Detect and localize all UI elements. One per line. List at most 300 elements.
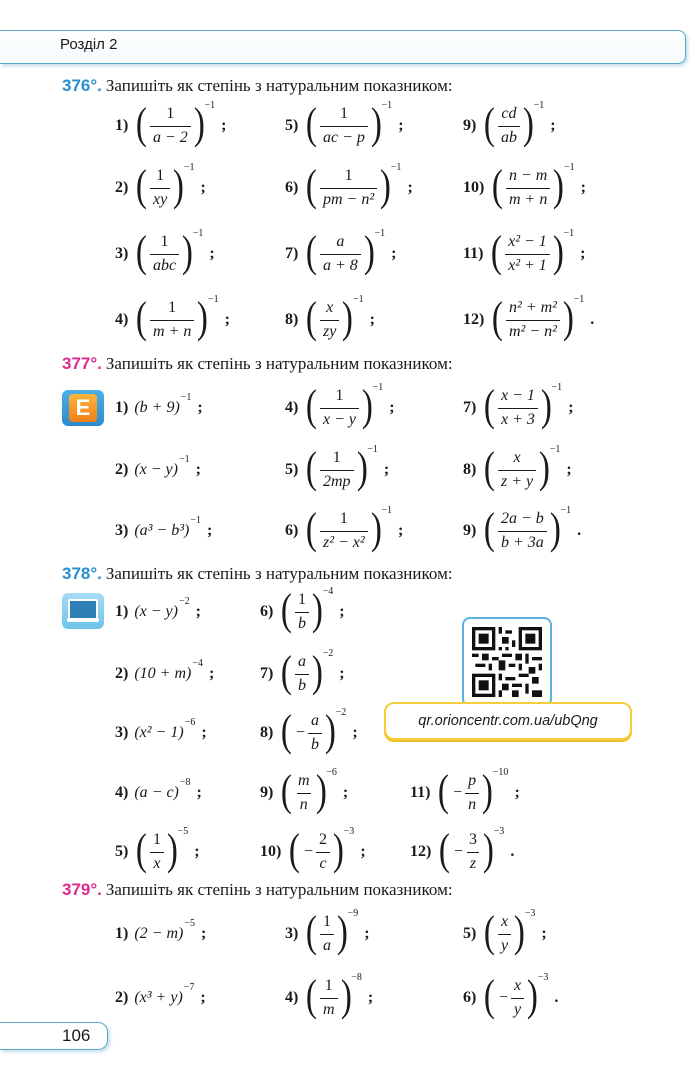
item-label: 2) bbox=[115, 665, 129, 682]
fraction bbox=[320, 233, 361, 275]
exercise-item bbox=[285, 381, 395, 430]
punctuation: ; bbox=[364, 925, 370, 942]
punctuation: ; bbox=[197, 399, 203, 416]
item-expression: (a³ − b³) bbox=[134, 522, 190, 539]
numerator: 1 bbox=[344, 167, 353, 185]
exponent: −4 bbox=[322, 586, 334, 597]
right-paren: ) bbox=[181, 227, 193, 276]
left-paren: ( bbox=[306, 227, 318, 276]
denominator: b bbox=[295, 612, 309, 633]
exponent: −3 bbox=[524, 908, 536, 919]
punctuation: . bbox=[590, 311, 595, 328]
exponent: −9 bbox=[347, 908, 359, 919]
right-paren: ) bbox=[356, 443, 368, 492]
exercise-item bbox=[285, 971, 374, 1020]
exponent: −1 bbox=[563, 228, 575, 239]
item-expression: (2 − m) bbox=[134, 925, 184, 942]
left-paren: ( bbox=[306, 443, 318, 492]
item-label: 1) bbox=[115, 925, 129, 942]
denominator: m² − n² bbox=[506, 320, 560, 341]
fraction bbox=[150, 167, 170, 209]
denominator: ac − p bbox=[320, 126, 368, 147]
left-paren: ( bbox=[281, 585, 293, 634]
numerator: x bbox=[326, 299, 334, 317]
punctuation: ; bbox=[580, 179, 586, 196]
left-paren: ( bbox=[484, 907, 496, 956]
left-paren: ( bbox=[289, 825, 301, 874]
e-badge-letter: E bbox=[69, 394, 97, 422]
exercise-instruction: Запишіть як степінь з натуральним показником: bbox=[105, 880, 453, 899]
right-paren: ) bbox=[311, 647, 323, 696]
fraction bbox=[320, 387, 359, 429]
exercise-item bbox=[463, 443, 572, 492]
denominator: b + 3a bbox=[498, 531, 547, 552]
exponent: −4 bbox=[192, 658, 203, 669]
exponent: −3 bbox=[343, 826, 355, 837]
exercise-item bbox=[285, 907, 370, 956]
right-paren: ) bbox=[332, 825, 344, 874]
fraction bbox=[295, 653, 309, 695]
punctuation: ; bbox=[407, 179, 413, 196]
left-paren: ( bbox=[484, 443, 496, 492]
punctuation: ; bbox=[194, 843, 200, 860]
fraction bbox=[506, 167, 550, 209]
right-paren: ) bbox=[481, 766, 493, 815]
exponent: −6 bbox=[326, 767, 337, 778]
denominator: n bbox=[465, 793, 479, 814]
exercise-item bbox=[463, 381, 574, 430]
punctuation: ; bbox=[339, 603, 345, 620]
left-paren: ( bbox=[281, 766, 293, 815]
exercise-item bbox=[115, 448, 201, 492]
qr-code-icon[interactable] bbox=[462, 617, 552, 707]
denominator: x bbox=[150, 852, 163, 873]
punctuation: ; bbox=[224, 311, 230, 328]
item-expression: (a − c) bbox=[134, 784, 179, 801]
exercise-item bbox=[285, 227, 397, 276]
item-label: 12) bbox=[410, 843, 432, 860]
exercise-item bbox=[115, 652, 214, 696]
item-label: 4) bbox=[115, 784, 129, 801]
punctuation: ; bbox=[389, 399, 395, 416]
right-paren: ) bbox=[363, 227, 375, 276]
computer-icon bbox=[62, 593, 104, 629]
exercise-item bbox=[115, 825, 200, 874]
item-expression: (x³ + y) bbox=[134, 989, 183, 1006]
numerator: 1 bbox=[324, 977, 333, 995]
item-label: 4) bbox=[285, 399, 299, 416]
denominator: m + n bbox=[150, 320, 194, 341]
item-label: 3) bbox=[115, 522, 129, 539]
denominator: y bbox=[498, 934, 511, 955]
item-label: 8) bbox=[285, 311, 299, 328]
exercise-item bbox=[463, 907, 547, 956]
item-label: 6) bbox=[285, 179, 299, 196]
punctuation: ; bbox=[195, 603, 201, 620]
fraction bbox=[316, 831, 330, 873]
exponent: −1 bbox=[208, 294, 219, 305]
left-paren: ( bbox=[306, 381, 318, 430]
right-paren: ) bbox=[370, 504, 382, 553]
denominator: abc bbox=[150, 254, 179, 275]
left-paren: ( bbox=[306, 971, 318, 1020]
item-label: 10) bbox=[260, 843, 282, 860]
denominator: y bbox=[511, 998, 524, 1019]
numerator: x bbox=[513, 449, 521, 467]
punctuation: ; bbox=[221, 117, 227, 134]
item-label: 10) bbox=[463, 179, 485, 196]
fraction bbox=[150, 299, 194, 341]
left-paren: ( bbox=[306, 161, 318, 210]
item-expression: (b + 9) bbox=[134, 399, 180, 416]
punctuation: . bbox=[510, 843, 515, 860]
fraction bbox=[498, 105, 520, 147]
item-label: 3) bbox=[115, 724, 129, 741]
right-paren: ) bbox=[379, 161, 391, 210]
punctuation: ; bbox=[209, 245, 215, 262]
denominator: zy bbox=[320, 320, 339, 341]
numerator: 1 bbox=[152, 831, 161, 849]
numerator: 1 bbox=[166, 105, 175, 123]
numerator: 3 bbox=[469, 831, 478, 849]
left-paren: ( bbox=[136, 99, 148, 148]
exponent: −1 bbox=[180, 392, 192, 403]
denominator: pm − n² bbox=[320, 188, 377, 209]
fraction bbox=[150, 831, 164, 873]
exercise-378-heading bbox=[62, 564, 453, 584]
exponent: −1 bbox=[352, 294, 364, 305]
exponent: −2 bbox=[335, 707, 347, 718]
punctuation: ; bbox=[207, 522, 213, 539]
exercise-item bbox=[285, 161, 413, 210]
item-label: 8) bbox=[260, 724, 274, 741]
fraction bbox=[308, 712, 322, 754]
minus-sign: − bbox=[303, 843, 314, 860]
punctuation: ; bbox=[398, 522, 404, 539]
numerator: 1 bbox=[322, 913, 331, 931]
numerator: 1 bbox=[168, 299, 177, 317]
numerator: 1 bbox=[160, 233, 169, 251]
exercise-item bbox=[115, 590, 201, 634]
exercise-item bbox=[260, 647, 345, 696]
numerator: x − 1 bbox=[500, 387, 535, 405]
item-label: 1) bbox=[115, 603, 129, 620]
left-paren: ( bbox=[306, 99, 318, 148]
denominator: z bbox=[467, 852, 479, 873]
exponent: −1 bbox=[178, 454, 190, 465]
fraction bbox=[295, 772, 313, 814]
left-paren: ( bbox=[492, 293, 504, 342]
exercise-376-heading bbox=[62, 76, 453, 96]
left-paren: ( bbox=[136, 227, 148, 276]
item-label: 11) bbox=[463, 245, 484, 262]
left-paren: ( bbox=[136, 825, 148, 874]
minus-sign: − bbox=[453, 843, 464, 860]
denominator: ab bbox=[498, 126, 520, 147]
right-paren: ) bbox=[193, 99, 205, 148]
fraction bbox=[498, 449, 536, 491]
exponent: −1 bbox=[192, 228, 204, 239]
punctuation: ; bbox=[339, 665, 345, 682]
exercise-number: 377°. bbox=[62, 354, 102, 373]
exercise-item bbox=[115, 99, 227, 148]
exercise-item bbox=[115, 509, 212, 553]
right-paren: ) bbox=[340, 971, 352, 1020]
exercise-item bbox=[463, 504, 582, 553]
exercise-item bbox=[115, 771, 202, 815]
exercise-item bbox=[285, 443, 390, 492]
exponent: −1 bbox=[381, 505, 392, 516]
item-label: 4) bbox=[285, 989, 299, 1006]
fraction bbox=[506, 299, 560, 341]
right-paren: ) bbox=[370, 99, 382, 148]
fraction bbox=[498, 913, 511, 955]
exponent: −1 bbox=[190, 515, 202, 526]
right-paren: ) bbox=[538, 443, 550, 492]
denominator: b bbox=[295, 674, 309, 695]
item-label: 5) bbox=[463, 925, 477, 942]
fraction bbox=[465, 772, 479, 814]
fraction bbox=[320, 299, 339, 341]
fraction bbox=[320, 449, 354, 491]
item-label: 2) bbox=[115, 461, 129, 478]
right-paren: ) bbox=[342, 293, 354, 342]
exponent: −1 bbox=[374, 228, 386, 239]
exercise-item bbox=[115, 912, 206, 956]
exercise-item bbox=[115, 711, 207, 755]
punctuation: ; bbox=[367, 989, 374, 1006]
right-paren: ) bbox=[513, 907, 525, 956]
exercise-377-heading bbox=[62, 354, 453, 374]
item-label: 2) bbox=[115, 989, 129, 1006]
exponent: −6 bbox=[184, 717, 196, 728]
exercise-instruction: Запишіть як степінь з натуральним показником: bbox=[105, 76, 453, 95]
item-label: 7) bbox=[285, 245, 299, 262]
item-label: 6) bbox=[260, 603, 274, 620]
item-label: 3) bbox=[115, 245, 129, 262]
left-paren: ( bbox=[306, 504, 318, 553]
denominator: m + n bbox=[506, 188, 550, 209]
denominator: b bbox=[308, 733, 322, 754]
exponent: −8 bbox=[179, 777, 191, 788]
numerator: 1 bbox=[156, 167, 165, 185]
punctuation: ; bbox=[201, 724, 207, 741]
section-title: Розділ 2 bbox=[60, 36, 118, 53]
left-paren: ( bbox=[439, 825, 451, 874]
exponent: −1 bbox=[390, 162, 402, 173]
punctuation: . bbox=[577, 522, 582, 539]
item-expression: (x − y) bbox=[134, 603, 178, 620]
right-paren: ) bbox=[311, 585, 323, 634]
right-paren: ) bbox=[526, 971, 538, 1020]
punctuation: ; bbox=[200, 925, 207, 942]
left-paren: ( bbox=[492, 161, 504, 210]
page-number: 106 bbox=[0, 1022, 108, 1050]
numerator: x² − 1 bbox=[508, 233, 547, 251]
exercise-item bbox=[463, 293, 595, 342]
punctuation: ; bbox=[342, 784, 349, 801]
exponent: −1 bbox=[381, 100, 393, 111]
right-paren: ) bbox=[361, 381, 373, 430]
exercise-instruction: Запишіть як степінь з натуральним показником: bbox=[105, 564, 453, 583]
exponent: −2 bbox=[322, 648, 334, 659]
fraction bbox=[498, 387, 538, 429]
right-paren: ) bbox=[549, 504, 561, 553]
item-label: 5) bbox=[115, 843, 129, 860]
right-paren: ) bbox=[522, 99, 534, 148]
punctuation: ; bbox=[200, 179, 206, 196]
denominator: 2mp bbox=[320, 470, 354, 491]
exponent: −3 bbox=[537, 972, 549, 983]
e-badge-icon bbox=[62, 390, 104, 426]
denominator: a + 8 bbox=[320, 254, 361, 275]
right-paren: ) bbox=[315, 766, 327, 815]
exponent: −1 bbox=[551, 382, 563, 393]
exercise-item bbox=[285, 293, 375, 342]
numerator: p bbox=[468, 772, 477, 790]
punctuation: ; bbox=[398, 117, 404, 134]
numerator: 1 bbox=[339, 510, 348, 528]
exponent: −1 bbox=[573, 294, 585, 305]
fraction bbox=[505, 233, 550, 275]
right-paren: ) bbox=[540, 381, 552, 430]
item-label: 2) bbox=[115, 179, 129, 196]
fraction bbox=[320, 913, 334, 955]
denominator: a bbox=[320, 934, 334, 955]
exponent: −5 bbox=[177, 826, 189, 837]
numerator: n² + m² bbox=[508, 299, 557, 317]
exercise-instruction: Запишіть як степінь з натуральним показником: bbox=[105, 354, 453, 373]
exercise-379-heading bbox=[62, 880, 453, 900]
exercise-item bbox=[260, 706, 358, 755]
exercise-number: 376°. bbox=[62, 76, 102, 95]
punctuation: . bbox=[554, 989, 559, 1006]
exponent: −10 bbox=[492, 767, 509, 778]
left-paren: ( bbox=[136, 161, 148, 210]
minus-sign: − bbox=[295, 724, 306, 741]
punctuation: ; bbox=[369, 311, 375, 328]
item-label: 8) bbox=[463, 461, 477, 478]
item-label: 11) bbox=[410, 784, 431, 801]
left-paren: ( bbox=[306, 907, 318, 956]
punctuation: ; bbox=[514, 784, 520, 801]
exercise-item bbox=[285, 99, 404, 148]
exercise-item bbox=[115, 386, 203, 430]
numerator: 1 bbox=[332, 449, 341, 467]
right-paren: ) bbox=[482, 825, 494, 874]
exercise-item bbox=[115, 161, 206, 210]
item-label: 7) bbox=[463, 399, 477, 416]
denominator: x + 3 bbox=[498, 408, 538, 429]
punctuation: ; bbox=[550, 117, 556, 134]
item-label: 5) bbox=[285, 461, 299, 478]
qr-link[interactable]: qr.orioncentr.com.ua/ubQng bbox=[384, 702, 632, 740]
item-label: 1) bbox=[115, 117, 129, 134]
right-paren: ) bbox=[166, 825, 178, 874]
right-paren: ) bbox=[553, 161, 565, 210]
right-paren: ) bbox=[336, 907, 348, 956]
left-paren: ( bbox=[136, 293, 148, 342]
denominator: m bbox=[320, 998, 338, 1019]
item-label: 5) bbox=[285, 117, 299, 134]
exercise-item bbox=[115, 976, 206, 1020]
item-label: 1) bbox=[115, 399, 129, 416]
punctuation: ; bbox=[568, 399, 574, 416]
punctuation: ; bbox=[360, 843, 366, 860]
item-label: 6) bbox=[463, 989, 477, 1006]
minus-sign: − bbox=[498, 989, 509, 1006]
exponent: −1 bbox=[549, 444, 561, 455]
exercise-item bbox=[463, 99, 556, 148]
exponent: −2 bbox=[178, 596, 190, 607]
exercise-item bbox=[115, 293, 230, 342]
exponent: −1 bbox=[564, 162, 575, 173]
numerator: m bbox=[297, 772, 310, 790]
punctuation: ; bbox=[541, 925, 547, 942]
exponent: −1 bbox=[560, 505, 572, 516]
item-label: 12) bbox=[463, 311, 485, 328]
fraction bbox=[320, 977, 338, 1019]
exponent: −1 bbox=[183, 162, 195, 173]
right-paren: ) bbox=[552, 227, 564, 276]
punctuation: ; bbox=[200, 989, 206, 1006]
denominator: z + y bbox=[498, 470, 536, 491]
exercise-item bbox=[463, 971, 559, 1020]
punctuation: ; bbox=[208, 665, 215, 682]
exponent: −1 bbox=[204, 100, 216, 111]
denominator: c bbox=[316, 852, 329, 873]
right-paren: ) bbox=[197, 293, 209, 342]
exercise-item bbox=[463, 161, 586, 210]
exercise-item bbox=[260, 825, 366, 874]
exercise-item bbox=[115, 227, 215, 276]
exercise-number: 379°. bbox=[62, 880, 102, 899]
left-paren: ( bbox=[484, 99, 496, 148]
fraction bbox=[511, 977, 524, 1019]
numerator: a bbox=[297, 653, 306, 671]
minus-sign: − bbox=[453, 784, 463, 801]
left-paren: ( bbox=[281, 706, 293, 755]
right-paren: ) bbox=[324, 706, 336, 755]
exponent: −3 bbox=[493, 826, 505, 837]
exponent: −1 bbox=[367, 444, 378, 455]
left-paren: ( bbox=[491, 227, 503, 276]
denominator: z² − x² bbox=[320, 531, 368, 552]
right-paren: ) bbox=[173, 161, 185, 210]
numerator: 1 bbox=[297, 591, 306, 609]
fraction bbox=[150, 105, 191, 147]
numerator: 2a − b bbox=[500, 510, 544, 528]
numerator: n − m bbox=[508, 167, 548, 185]
numerator: 1 bbox=[339, 105, 348, 123]
right-paren: ) bbox=[562, 293, 574, 342]
exercise-item bbox=[260, 766, 349, 815]
left-paren: ( bbox=[484, 381, 496, 430]
denominator: x − y bbox=[320, 408, 359, 429]
fraction bbox=[498, 510, 547, 552]
exercise-item bbox=[285, 504, 404, 553]
exercise-item bbox=[410, 825, 515, 874]
numerator: a bbox=[311, 712, 320, 730]
punctuation: ; bbox=[383, 461, 390, 478]
numerator: x bbox=[514, 977, 522, 995]
punctuation: ; bbox=[196, 784, 202, 801]
item-label: 6) bbox=[285, 522, 299, 539]
punctuation: ; bbox=[195, 461, 201, 478]
denominator: x² + 1 bbox=[505, 254, 550, 275]
exponent: −1 bbox=[372, 382, 384, 393]
numerator: 1 bbox=[335, 387, 344, 405]
